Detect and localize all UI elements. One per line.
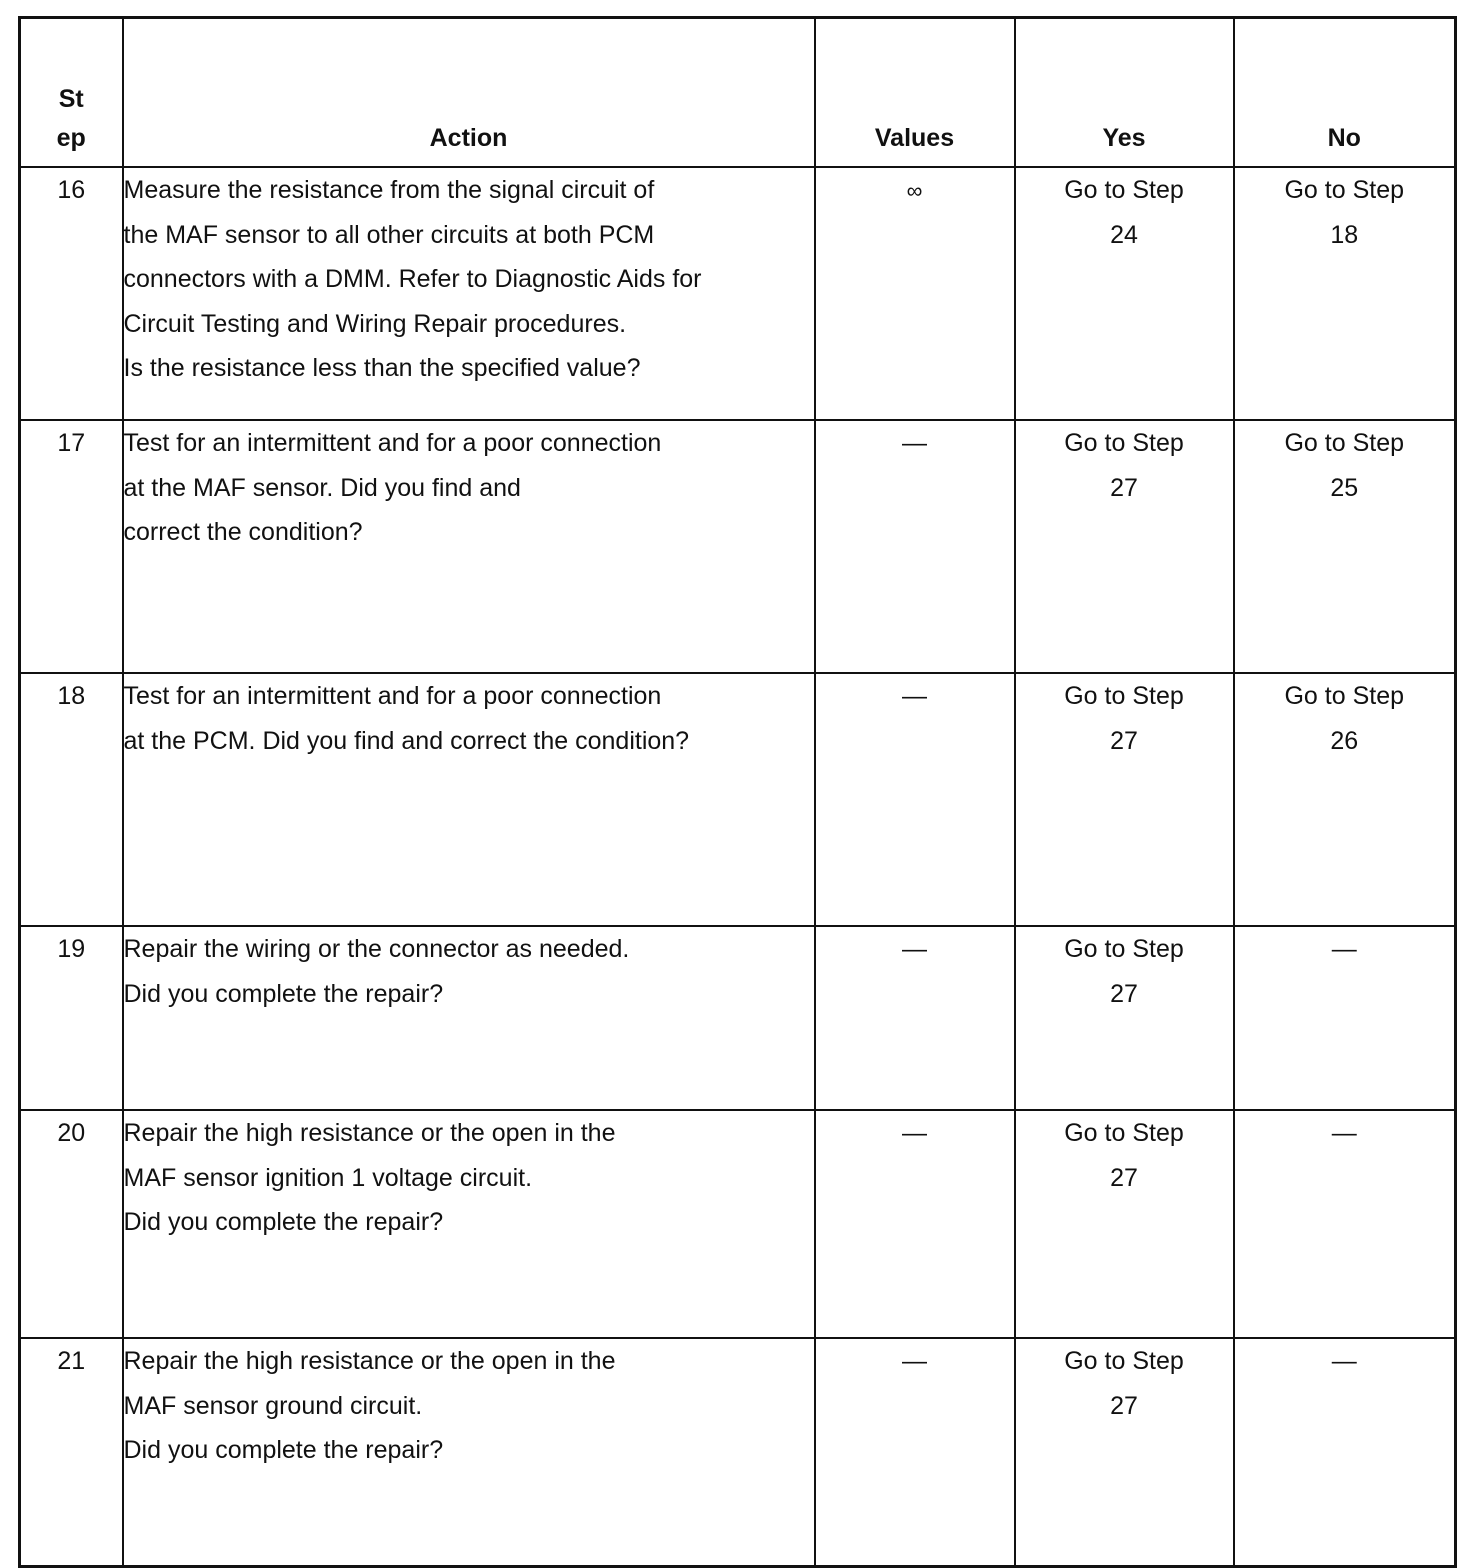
step-number: 18 [20, 673, 123, 926]
step-number: 21 [20, 1338, 123, 1567]
yes-cell: Go to Step 27 [1015, 1110, 1234, 1338]
header-row [20, 18, 1456, 168]
table-row [20, 167, 1456, 420]
values-cell: — [815, 926, 1015, 1110]
action-text: Repair the high resistance or the open in the MAF sensor ignition 1 voltage circuit. Did you complete the repair? [123, 1110, 815, 1338]
step-number: 19 [20, 926, 123, 1110]
header-yes: Yes [1015, 18, 1234, 168]
no-cell: Go to Step 25 [1234, 420, 1456, 673]
diagnostic-table [18, 16, 1457, 1568]
step-number: 20 [20, 1110, 123, 1338]
values-cell: — [815, 1110, 1015, 1338]
action-text: Repair the high resistance or the open in the MAF sensor ground circuit. Did you complete the repair? [123, 1338, 815, 1567]
yes-cell: Go to Step 24 [1015, 167, 1234, 420]
header-no: No [1234, 18, 1456, 168]
table-row [20, 673, 1456, 926]
action-text: Measure the resistance from the signal circuit of the MAF sensor to all other circuits at both PCM connectors with a DMM. Refer to Diagnostic Aids for Circuit Testing and Wiring Repair procedures. Is the resistance less than the specified value? [123, 167, 815, 420]
values-cell [815, 167, 1015, 420]
no-cell: — [1234, 1110, 1456, 1338]
infinity-value: ∞ [906, 178, 923, 203]
no-cell: — [1234, 926, 1456, 1110]
yes-cell: Go to Step 27 [1015, 926, 1234, 1110]
table-row [20, 1110, 1456, 1338]
yes-cell: Go to Step 27 [1015, 673, 1234, 926]
no-cell: Go to Step 18 [1234, 167, 1456, 420]
step-number: 16 [20, 167, 123, 420]
yes-cell: Go to Step 27 [1015, 1338, 1234, 1567]
table-row [20, 926, 1456, 1110]
action-text: Repair the wiring or the connector as needed. Did you complete the repair? [123, 926, 815, 1110]
table-row [20, 1338, 1456, 1567]
no-cell: — [1234, 1338, 1456, 1567]
action-text: Test for an intermittent and for a poor connection at the MAF sensor. Did you find and correct the condition? [123, 420, 815, 673]
values-cell: — [815, 420, 1015, 673]
yes-cell: Go to Step 27 [1015, 420, 1234, 673]
no-cell: Go to Step 26 [1234, 673, 1456, 926]
values-cell: — [815, 673, 1015, 926]
header-values: Values [815, 18, 1015, 168]
action-text: Test for an intermittent and for a poor connection at the PCM. Did you find and correct the condition? [123, 673, 815, 926]
header-action: Action [123, 18, 815, 168]
header-step: St ep [20, 18, 123, 168]
values-cell: — [815, 1338, 1015, 1567]
table-row [20, 420, 1456, 673]
step-number: 17 [20, 420, 123, 673]
